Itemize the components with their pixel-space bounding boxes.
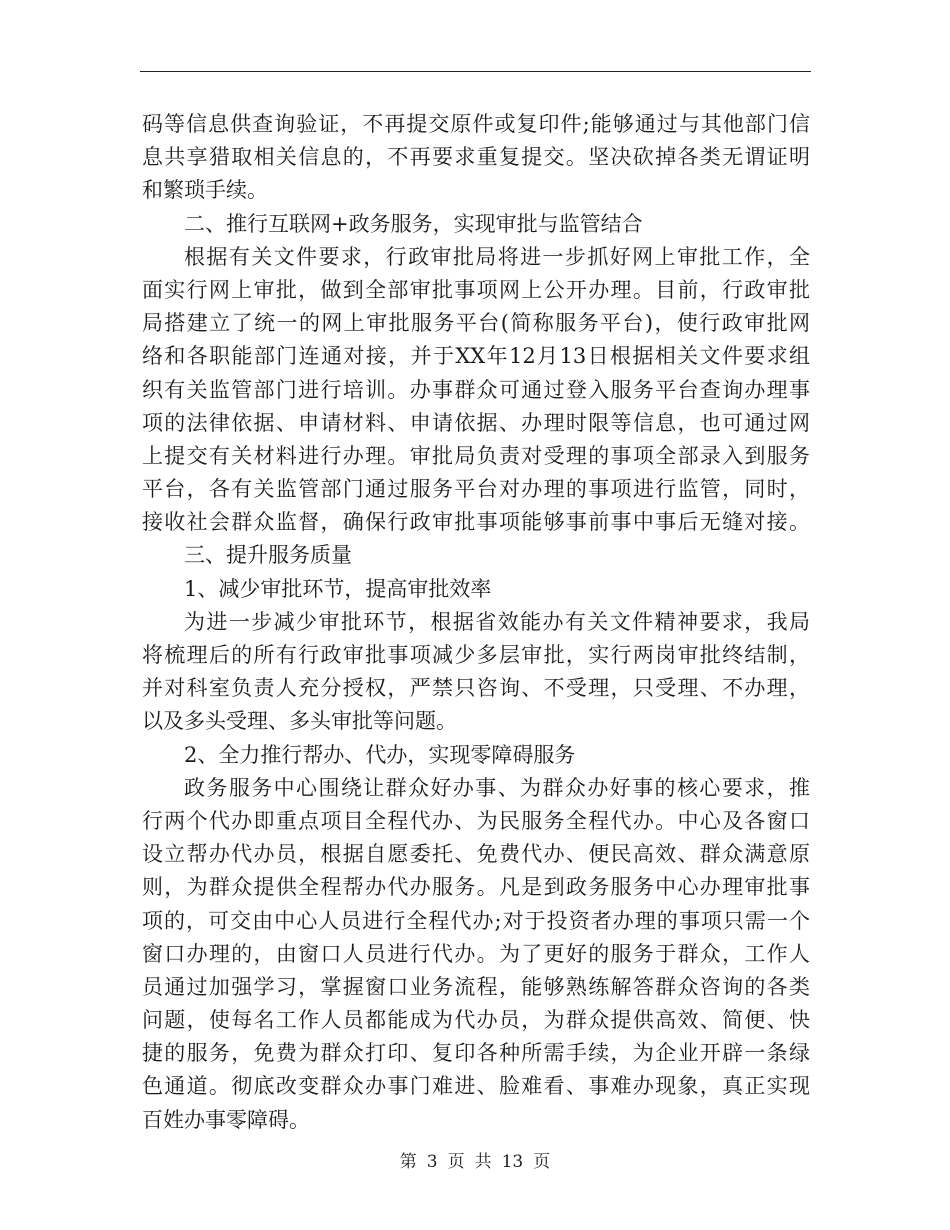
footer-label-total: 共 [474, 1152, 492, 1172]
text-line: 窗口办理的，由窗口人员进行代办。为了更好的服务于群众，工作人 [142, 941, 810, 966]
text-line: 项的法律依据、申请材料、申请依据、办理时限等信息，也可通过网 [142, 410, 810, 435]
text-line: 行两个代办即重点项目全程代办、为民服务全程代办。中心及各窗口 [142, 808, 810, 833]
text-line: 和繁琐手续。 [142, 178, 268, 203]
header-rule [140, 71, 811, 72]
text-line: 接收社会群众监督，确保行政审批事项能够事前事中事后无缝对接。 [142, 510, 810, 535]
text-line: 二、推行互联网+政务服务，实现审批与监管结合 [184, 211, 643, 236]
text-line: 码等信息供查询验证，不再提交原件或复印件;能够通过与其他部门信 [142, 112, 810, 136]
text-line: 局搭建立了统一的网上审批服务平台(简称服务平台)，使行政审批网 [142, 311, 810, 336]
footer-current-page: 3 [426, 1152, 438, 1172]
text-line: 则，为群众提供全程帮办代办服务。凡是到政务服务中心办理审批事 [142, 875, 810, 900]
text-line: 色通道。彻底改变群众办事门难进、脸难看、事难办现象，真正实现 [142, 1074, 810, 1099]
text-line: 上提交有关材料进行办理。审批局负责对受理的事项全部录入到服务 [142, 443, 810, 468]
text-line: 项的，可交由中心人员进行全程代办;对于投资者办理的事项只需一个 [142, 908, 810, 933]
text-line: 百姓办事零障碍。 [142, 1107, 310, 1132]
text-line: 问题，使每名工作人员都能成为代办员，为群众提供高效、简便、快 [142, 1008, 810, 1033]
footer-label-unit: 页 [447, 1152, 465, 1172]
text-line: 三、提升服务质量 [184, 543, 352, 568]
text-line: 根据有关文件要求，行政审批局将进一步抓好网上审批工作，全 [184, 244, 810, 269]
text-line: 以及多头受理、多头审批等问题。 [142, 709, 457, 734]
text-line: 平台，各有关监管部门通过服务平台对办理的事项进行监管，同时， [142, 477, 810, 502]
text-line: 政务服务中心围绕让群众好办事、为群众办好事的核心要求，推 [184, 775, 810, 800]
text-line: 将梳理后的所有行政审批事项减少多层审批，实行两岗审批终结制， [142, 643, 810, 667]
text-line: 1、减少审批环节，提高审批效率 [184, 576, 492, 601]
text-line: 2、全力推行帮办、代办，实现零障碍服务 [184, 742, 576, 767]
text-line: 并对科室负责人充分授权，严禁只咨询、不受理，只受理、不办理， [142, 676, 810, 701]
footer-total-pages: 13 [501, 1152, 524, 1172]
text-line: 捷的服务，免费为群众打印、复印各种所需手续，为企业开辟一条绿 [142, 1041, 810, 1066]
text-line: 员通过加强学习，掌握窗口业务流程，能够熟练解答群众咨询的各类 [142, 974, 810, 999]
text-line: 织有关监管部门进行培训。办事群众可通过登入服务平台查询办理事 [142, 377, 810, 402]
text-line: 为进一步减少审批环节，根据省效能办有关文件精神要求，我局 [184, 609, 810, 634]
page-footer [0, 1150, 950, 1174]
document-body [142, 108, 810, 1137]
footer-label-unit-2: 页 [533, 1152, 551, 1172]
text-line: 设立帮办代办员，根据自愿委托、免费代办、便民高效、群众满意原 [142, 842, 810, 867]
text-line: 面实行网上审批，做到全部审批事项网上公开办理。目前，行政审批 [142, 277, 810, 302]
text-line: 络和各职能部门连通对接，并于XX年12月13日根据相关文件要求组 [142, 344, 810, 369]
text-line: 息共享猎取相关信息的，不再要求重复提交。坚决砍掉各类无谓证明 [142, 145, 810, 170]
footer-label-page: 第 [399, 1152, 417, 1172]
